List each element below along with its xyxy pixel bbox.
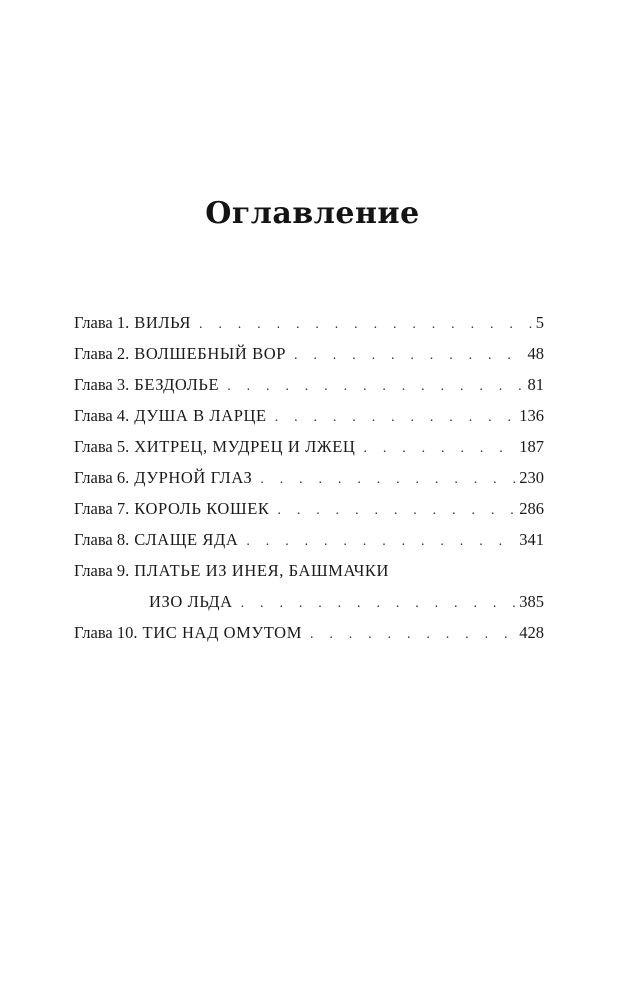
page-number: 187 (519, 437, 544, 456)
toc-entry-10 (74, 617, 544, 648)
chapter-label: Глава 6. (74, 468, 130, 487)
toc-entry-4 (74, 400, 544, 431)
toc-entry-6 (74, 462, 544, 493)
chapter-title: ХИТРЕЦ, МУДРЕЦ И ЛЖЕЦ (134, 437, 356, 456)
chapter-title: ВОЛШЕБНЫЙ ВОР (134, 344, 286, 363)
dot-leader (310, 619, 515, 650)
chapter-label: Глава 1. (74, 313, 130, 332)
dot-leader (275, 402, 516, 433)
page-number: 286 (519, 499, 544, 518)
chapter-label: Глава 4. (74, 406, 130, 425)
chapter-title: ДУША В ЛАРЦЕ (134, 406, 267, 425)
page-number: 428 (519, 623, 544, 642)
toc-entry-1 (74, 307, 544, 338)
chapter-title: ВИЛЬЯ (134, 313, 191, 332)
toc-entry-2 (74, 338, 544, 369)
page-number: 48 (527, 344, 544, 363)
toc-entry-8 (74, 524, 544, 555)
dot-leader (363, 433, 515, 464)
chapter-title: ТИС НАД ОМУТОМ (142, 623, 302, 642)
chapter-label: Глава 8. (74, 530, 130, 549)
chapter-label: Глава 9. (74, 561, 130, 580)
dot-leader (260, 464, 515, 495)
page-number: 81 (527, 375, 544, 394)
toc-entry-line-continued (74, 586, 544, 617)
chapter-label: Глава 2. (74, 344, 130, 363)
dot-leader (277, 495, 515, 526)
toc-entry-5 (74, 431, 544, 462)
toc-entry-9 (74, 555, 544, 617)
chapter-label: Глава 3. (74, 375, 130, 394)
dot-leader (294, 340, 524, 371)
page-number: 341 (519, 530, 544, 549)
chapter-title: ПЛАТЬЕ ИЗ ИНЕЯ, БАШМАЧКИ (134, 561, 390, 580)
dot-leader (227, 371, 523, 402)
table-of-contents (74, 307, 544, 648)
chapter-label: Глава 10. (74, 623, 138, 642)
toc-entry-3 (74, 369, 544, 400)
page-title: Оглавление (205, 196, 420, 231)
toc-entry-7 (74, 493, 544, 524)
page-number: 230 (519, 468, 544, 487)
chapter-title: ДУРНОЙ ГЛАЗ (134, 468, 253, 487)
chapter-label: Глава 5. (74, 437, 130, 456)
dot-leader (241, 588, 516, 619)
dot-leader (199, 309, 532, 340)
chapter-label: Глава 7. (74, 499, 130, 518)
chapter-title: КОРОЛЬ КОШЕК (134, 499, 270, 518)
page-number: 385 (519, 592, 544, 611)
dot-leader (246, 526, 515, 557)
toc-entry-line (74, 555, 544, 586)
chapter-title: БЕЗДОЛЬЕ (134, 375, 220, 394)
page-number: 5 (535, 313, 544, 332)
chapter-title: СЛАЩЕ ЯДА (134, 530, 239, 549)
page-number: 136 (519, 406, 544, 425)
chapter-title-continued: ИЗО ЛЬДА (149, 592, 233, 611)
